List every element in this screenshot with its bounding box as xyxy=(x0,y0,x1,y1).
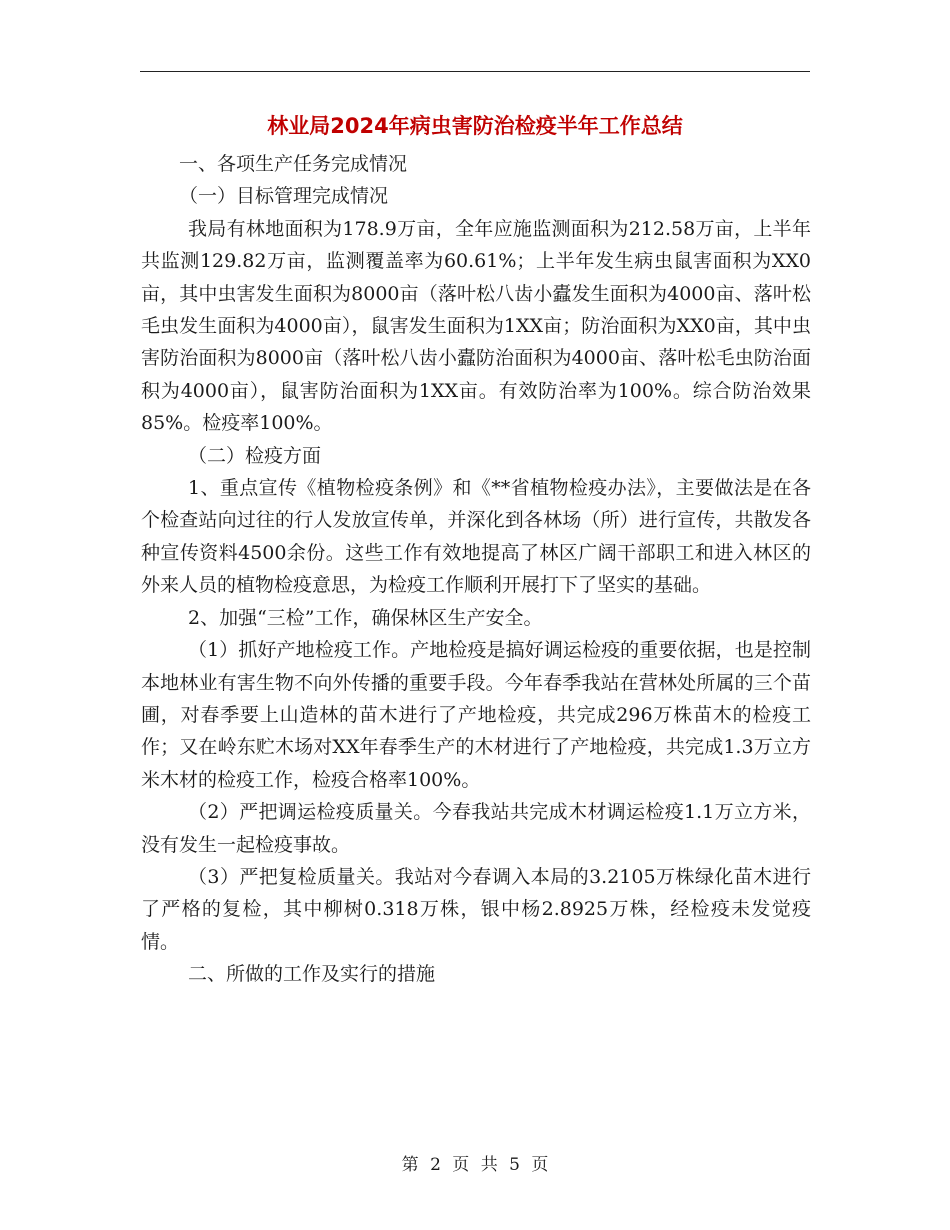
paragraph-target-management: 我局有林地面积为178.9万亩，全年应施监测面积为212.58万亩，上半年共监测129.82万亩，监测覆盖率为60.61%；上半年发生病虫鼠害面积为XX0亩，其中虫害发生面积为8000亩（落叶松八齿小蠹发生面积为4000亩、落叶松毛虫发生面积为4000亩），鼠害发生面积为1XX亩；防治面积为XX0亩，其中虫害防治面积为8000亩（落叶松八齿小蠹防治面积为4000亩、落叶松毛虫防治面积为4000亩），鼠害防治面积为1XX亩。有效防治率为100%。综合防治效果85%。检疫率100%。 xyxy=(141,217,811,435)
subsection-heading-2: （二）检疫方面 xyxy=(188,444,322,467)
section-heading-1: 一、各项生产任务完成情况 xyxy=(179,153,408,175)
paragraph-transport-quarantine: （2）严把调运检疫质量关。今春我站共完成木材调运检疫1.1万立方米，没有发生一起检疫事故。 xyxy=(141,801,811,856)
document-body xyxy=(141,148,811,991)
paragraph-recheck: （3）严把复检质量关。我站对今春调入本局的3.2105万株绿化苗木进行了严格的复检，其中柳树0.318万株，银中杨2.8925万株，经检疫未发觉疫情。 xyxy=(141,865,811,953)
paragraph-three-checks: 2、加强“三检”工作，确保林区生产安全。 xyxy=(188,606,543,629)
header-rule xyxy=(140,71,810,72)
subsection-heading-1: （一）目标管理完成情况 xyxy=(179,185,389,208)
section-heading-2: 二、所做的工作及实行的措施 xyxy=(188,963,436,986)
paragraph-origin-quarantine: （1）抓好产地检疫工作。产地检疫是搞好调运检疫的重要依据，也是控制本地林业有害生物不向外传播的重要手段。今年春季我站在营林处所属的三个苗圃，对春季要上山造林的苗木进行了产地检疫，共完成296万株苗木的检疫工作；又在岭东贮木场对XX年春季生产的木材进行了产地检疫，共完成1.3万立方米木材的检疫工作，检疫合格率100%。 xyxy=(141,639,811,791)
page-footer: 第 2 页 共 5 页 xyxy=(401,1155,549,1175)
document-title: 林业局2024年病虫害防治检疫半年工作总结 xyxy=(267,114,683,138)
paragraph-publicity: 1、重点宣传《植物检疫条例》和《**省植物检疫办法》，主要做法是在各个检查站向过往的行人发放宣传单，并深化到各林场（所）进行宣传，共散发各种宣传资料4500余份。这些工作有效地提高了林区广阔干部职工和进入林区的外来人员的植物检疫意思，为检疫工作顺利开展打下了坚实的基础。 xyxy=(141,477,811,597)
